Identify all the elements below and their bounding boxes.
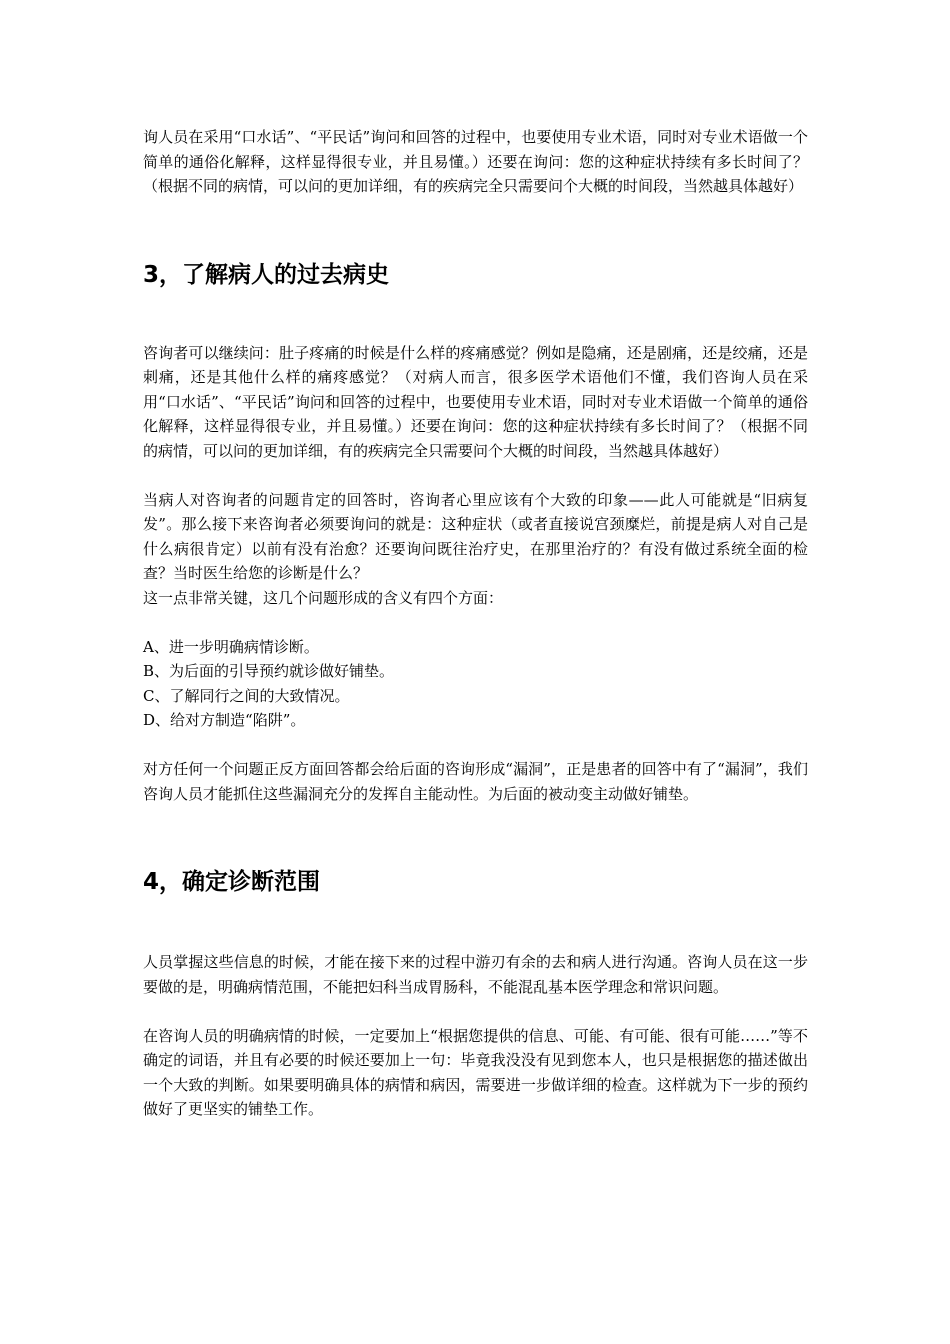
paragraph-history-questions: 当病人对咨询者的问题肯定的回答时，咨询者心里应该有个大致的印象——此人可能就是“旧病复发”。那么接下来咨询者必须要询问的就是：这种症状（或者直接说宫颈糜烂，前提是病人对自己是什么病很肯定）以前有没有治愈？还要询问既往治疗史，在那里治疗的？有没有做过系统全面的检查？当时医生给您的诊断是什么？	[143, 490, 808, 582]
paragraph-intro: 询人员在采用“口水话”、“平民话”询问和回答的过程中，也要使用专业术语，同时对专业术语做一个简单的通俗化解释，这样显得很专业，并且易懂。）还要在询问：您的这种症状持续有多长时间了？（根据不同的病情，可以问的更加详细，有的疾病完全只需要问个大概的时间段，当然越具体越好）	[143, 128, 808, 195]
paragraph-uncertain-wording: 在咨询人员的明确病情的时候，一定要加上“根据您提供的信息、可能、有可能、很有可能……”等不确定的词语，并且有必要的时候还要加上一句：毕竟我没没有见到您本人，也只是根据您的描述做出一个大致的判断。如果要明确具体的病情和病因，需要进一步做详细的检查。这样就为下一步的预约做好了更坚实的铺垫工作。	[143, 1026, 808, 1118]
section-heading-4: 4，确定诊断范围	[143, 869, 321, 895]
paragraph-loopholes: 对方任何一个问题正反方面回答都会给后面的咨询形成“漏洞”，正是患者的回答中有了“漏洞”，我们咨询人员才能抓住这些漏洞充分的发挥自主能动性。为后面的被动变主动做好铺垫。	[143, 760, 808, 803]
document-page	[143, 125, 808, 1122]
list-item-b: B、为后面的引导预约就诊做好铺垫。	[143, 662, 395, 680]
paragraph-follow-up-questions: 咨询者可以继续问：肚子疼痛的时候是什么样的疼痛感觉？例如是隐痛，还是剧痛，还是绞痛，还是刺痛，还是其他什么样的痛疼感觉？（对病人而言，很多医学术语他们不懂，我们咨询人员在采用“口水话”、“平民话”询问和回答的过程中，也要使用专业术语，同时对专业术语做一个简单的通俗化解释，这样显得很专业，并且易懂。）还要在询问：您的这种症状持续有多长时间了？（根据不同的病情，可以问的更加详细，有的疾病完全只需要问个大概的时间段，当然越具体越好）	[143, 343, 808, 460]
list-item-d: D、给对方制造“陷阱”。	[143, 711, 306, 729]
list-item-a: A、进一步明确病情诊断。	[143, 637, 319, 656]
list-item-c: C、了解同行之间的大致情况。	[143, 686, 350, 705]
section-heading-3: 3，了解病人的过去病史	[143, 261, 390, 288]
paragraph-four-aspects: 这一点非常关键，这几个问题形成的含义有四个方面：	[143, 588, 504, 607]
paragraph-diagnosis-scope: 人员掌握这些信息的时候，才能在接下来的过程中游刃有余的去和病人进行沟通。咨询人员在这一步要做的是，明确病情范围，不能把妇科当成胃肠科，不能混乱基本医学理念和常识问题。	[143, 953, 808, 996]
aspect-list	[143, 635, 808, 733]
